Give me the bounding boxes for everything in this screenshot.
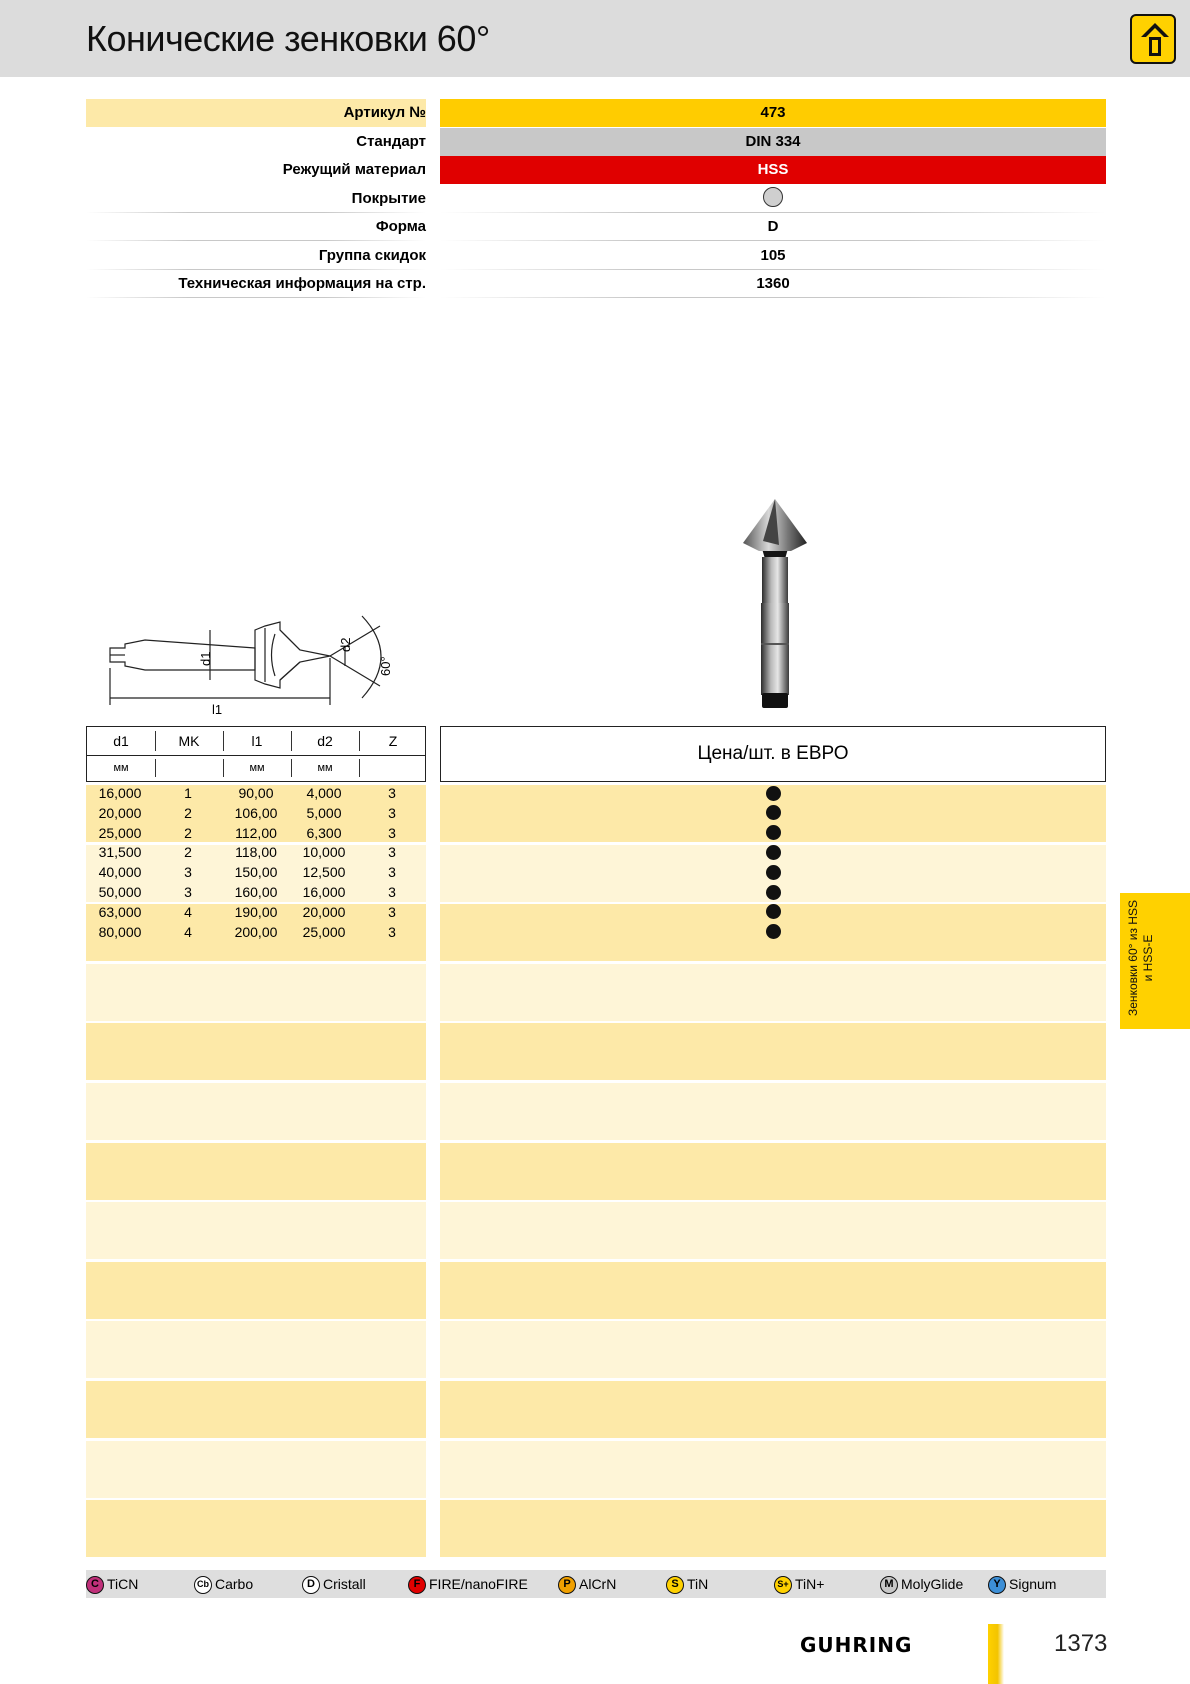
availability-dot-icon — [766, 786, 781, 801]
table-cell: 3 — [388, 824, 396, 841]
header-d2: d2 — [317, 733, 333, 749]
table-cell: 160,00 — [234, 884, 278, 900]
table-cell: 16,000 — [98, 785, 142, 801]
table-cell: 12,500 — [302, 864, 346, 881]
table-cell: 5,000 — [306, 804, 342, 821]
legend-label: Signum — [1009, 1576, 1057, 1592]
spec-row — [86, 185, 1106, 213]
legend-label: Carbo — [215, 1576, 254, 1592]
coating-badge-icon: S+ — [774, 1576, 792, 1594]
table-band — [86, 1262, 426, 1319]
spec-label: Форма — [375, 218, 426, 235]
legend-label: TiN+ — [795, 1576, 825, 1592]
legend-item — [408, 1574, 528, 1594]
coating-badge-icon: D — [302, 1576, 320, 1594]
coating-badge-icon: M — [880, 1576, 898, 1594]
availability-dot-icon — [766, 825, 781, 840]
header-mk: MK — [178, 733, 200, 749]
spec-value: 1360 — [440, 270, 1106, 298]
table-band — [86, 1023, 426, 1080]
spec-divider — [86, 297, 426, 298]
table-band — [440, 1143, 1106, 1200]
table-band — [86, 1202, 426, 1259]
countersink-product-photo — [735, 495, 815, 720]
spec-value: 473 — [440, 99, 1106, 127]
spec-row — [86, 242, 1106, 270]
table-cell: 25,000 — [98, 824, 142, 841]
table-cell: 80,000 — [98, 923, 142, 940]
coating-badge-icon: C — [86, 1576, 104, 1594]
table-cell: 10,000 — [302, 844, 346, 861]
table-cell: 2 — [184, 824, 192, 841]
legend-item — [194, 1574, 253, 1594]
table-cell: 112,00 — [235, 824, 277, 841]
table-cell: 31,500 — [98, 844, 142, 861]
price-header: Цена/шт. в ЕВРО — [440, 726, 1106, 782]
legend-item — [666, 1574, 708, 1594]
spec-value: HSS — [440, 156, 1106, 184]
table-cell: 25,000 — [302, 923, 346, 940]
table-band — [440, 964, 1106, 1021]
coating-badge-icon: S — [666, 1576, 684, 1594]
table-cell: 150,00 — [234, 864, 278, 881]
spec-label: Артикул № — [343, 104, 426, 121]
table-cell: 200,00 — [234, 923, 278, 940]
page-title: Конические зенковки 60° — [86, 18, 490, 59]
table-cell: 50,000 — [98, 884, 142, 900]
table-cell: 2 — [184, 844, 192, 861]
countersink-technical-drawing — [100, 610, 420, 720]
table-cell: 118,00 — [235, 844, 277, 861]
table-band — [440, 1321, 1106, 1378]
dimension-table-header — [86, 726, 426, 782]
l1-label: l1 — [212, 702, 223, 715]
legend-item — [988, 1574, 1056, 1594]
table-band — [86, 1321, 426, 1378]
spec-divider — [440, 297, 1106, 298]
table-band — [440, 1262, 1106, 1319]
table-cell: 2 — [184, 804, 192, 821]
availability-dot-icon — [766, 845, 781, 860]
legend-item — [558, 1574, 616, 1594]
table-band — [440, 1441, 1106, 1498]
spec-label: Стандарт — [356, 132, 426, 150]
table-cell: 3 — [184, 864, 192, 881]
table-cell: 16,000 — [302, 884, 346, 900]
spec-label: Покрытие — [351, 189, 426, 207]
unit-mk — [155, 755, 223, 781]
coating-badge-icon: F — [408, 1576, 426, 1594]
coating-badge-icon: Y — [988, 1576, 1006, 1594]
table-cell: 40,000 — [98, 864, 142, 881]
spec-row — [86, 99, 1106, 127]
table-cell: 3 — [184, 884, 192, 900]
legend-item — [880, 1574, 963, 1594]
availability-dot-icon — [766, 924, 781, 939]
table-cell: 3 — [388, 844, 396, 861]
table-band — [86, 1083, 426, 1140]
table-band — [86, 1143, 426, 1200]
legend-label: FIRE/nanoFIRE — [429, 1576, 528, 1592]
table-cell: 4,000 — [306, 785, 342, 801]
table-cell: 6,300 — [306, 824, 342, 841]
side-section-label: Зенковки 60° из HSS и HSS-E — [1126, 900, 1155, 1016]
spec-label: Режущий материал — [282, 161, 426, 178]
table-band — [86, 1500, 426, 1557]
table-band — [86, 964, 426, 1021]
d1-label: d1 — [198, 651, 213, 666]
table-cell: 90,00 — [238, 785, 274, 801]
spec-row — [86, 156, 1106, 184]
spec-row — [86, 270, 1106, 298]
unit-d1: мм — [113, 762, 129, 774]
unit-z — [359, 755, 427, 781]
table-band — [440, 1083, 1106, 1140]
table-row — [86, 803, 426, 823]
table-band — [440, 1202, 1106, 1259]
table-cell: 20,000 — [302, 903, 346, 920]
coating-circle-icon — [763, 187, 783, 207]
spec-value: D — [440, 213, 1106, 241]
spec-value: 105 — [440, 242, 1106, 270]
d2-label: d2 — [338, 637, 353, 652]
coating-legend — [86, 1570, 1106, 1598]
header-l1: l1 — [251, 733, 263, 749]
table-cell: 4 — [184, 903, 192, 920]
page-number: 1373 — [1054, 1630, 1108, 1657]
table-row — [86, 902, 426, 922]
table-row — [86, 862, 426, 882]
legend-item — [302, 1574, 366, 1594]
table-cell: 4 — [184, 923, 192, 940]
angle-label: 60° — [378, 656, 393, 676]
unit-d2: мм — [317, 762, 333, 774]
table-cell: 63,000 — [98, 903, 142, 920]
table-cell: 190,00 — [234, 903, 278, 920]
legend-label: MolyGlide — [901, 1576, 964, 1592]
table-cell: 3 — [388, 903, 396, 920]
legend-label: TiN — [687, 1576, 709, 1592]
unit-l1: мм — [249, 762, 265, 774]
header-z: Z — [388, 733, 398, 749]
table-band — [440, 1500, 1106, 1557]
table-row — [86, 823, 426, 843]
table-cell: 3 — [388, 804, 396, 821]
spec-label: Группа скидок — [318, 246, 426, 264]
spec-value — [440, 185, 1106, 213]
table-row — [86, 882, 426, 902]
table-row — [86, 922, 426, 942]
table-band — [86, 1441, 426, 1498]
spec-value: DIN 334 — [440, 128, 1106, 156]
legend-label: TiCN — [107, 1576, 139, 1592]
table-cell: 3 — [388, 884, 396, 900]
brand-logo: GUHRING — [800, 1633, 913, 1657]
table-cell: 1 — [184, 785, 192, 801]
table-band — [86, 1381, 426, 1438]
spec-row — [86, 128, 1106, 156]
countersink-logo-icon — [1130, 14, 1176, 64]
table-cell: 3 — [388, 785, 396, 801]
table-cell: 106,00 — [234, 804, 278, 821]
availability-dot-icon — [766, 865, 781, 880]
legend-label: Cristall — [323, 1576, 366, 1592]
footer-accent-bar — [988, 1624, 1004, 1684]
table-row — [86, 842, 426, 862]
spec-label: Техническая информация на стр. — [178, 275, 426, 292]
legend-item — [774, 1574, 824, 1594]
availability-dot-icon — [766, 885, 781, 900]
spec-row — [86, 213, 1106, 241]
table-cell: 3 — [388, 864, 396, 881]
table-band — [440, 1381, 1106, 1438]
header-d1: d1 — [113, 733, 129, 749]
legend-label: AlCrN — [579, 1576, 617, 1592]
table-cell: 20,000 — [98, 804, 142, 821]
coating-badge-icon: Cb — [194, 1576, 212, 1594]
table-band — [440, 1023, 1106, 1080]
table-row — [86, 783, 426, 803]
coating-badge-icon: P — [558, 1576, 576, 1594]
legend-item — [86, 1574, 138, 1594]
table-cell: 3 — [388, 923, 396, 940]
